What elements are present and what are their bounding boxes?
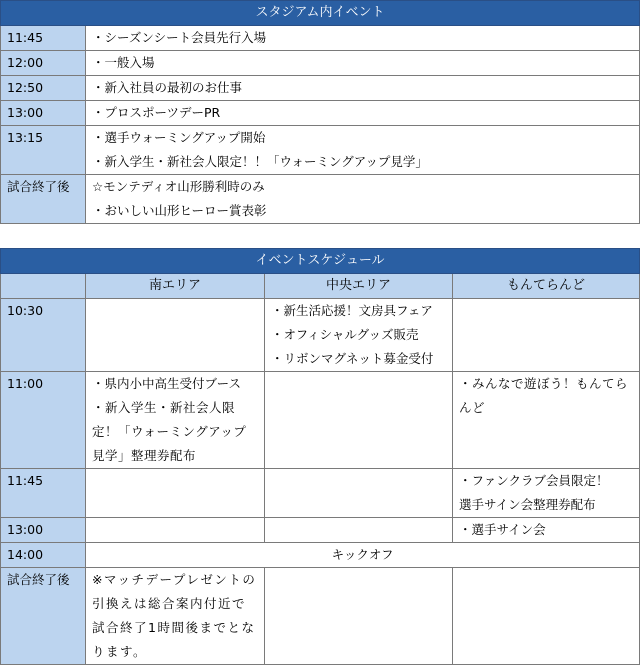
- event-item: ・県内小中高生受付ブース: [92, 376, 242, 391]
- time-cell: 11:45: [1, 469, 86, 518]
- time-cell: 14:00: [1, 543, 86, 568]
- time-cell: 10:30: [1, 299, 86, 372]
- time-cell: 12:00: [1, 51, 86, 76]
- time-cell: 試合終了後: [1, 568, 86, 665]
- monteland-cell: [453, 568, 640, 665]
- table-row: [1, 51, 640, 76]
- time-cell: 13:00: [1, 518, 86, 543]
- time-cell: 13:15: [1, 126, 86, 175]
- zone-header-central: 中央エリア: [265, 274, 453, 299]
- table-row: [1, 126, 640, 175]
- south-cell: [86, 299, 265, 372]
- table-row: [1, 76, 640, 101]
- event-cell: [86, 51, 640, 76]
- central-cell: [265, 568, 453, 665]
- time-cell: 11:45: [1, 26, 86, 51]
- monteland-cell: [453, 469, 640, 518]
- event-item: ・一般入場: [92, 55, 155, 70]
- event-item: ・選手ウォーミングアップ開始: [92, 130, 266, 145]
- event-item: ・リボンマグネット募金受付: [271, 351, 434, 366]
- table-row: [1, 518, 640, 543]
- stadium-events-table: [0, 0, 640, 224]
- time-cell: 試合終了後: [1, 175, 86, 224]
- central-cell: [265, 372, 453, 469]
- kickoff-cell: キックオフ: [86, 543, 640, 568]
- event-item: ・オフィシャルグッズ販売: [271, 327, 419, 342]
- time-cell: 12:50: [1, 76, 86, 101]
- south-cell: [86, 469, 265, 518]
- table-row: [1, 175, 640, 224]
- south-cell: [86, 568, 265, 665]
- event-item: ・ファンクラブ会員限定！: [459, 473, 609, 488]
- event-item: ・おいしい山形ヒーロー賞表彰: [92, 203, 267, 218]
- event-item: ・新入学生・新社会人限定！「ウォーミングアップ見学」整理券配布: [92, 400, 247, 463]
- event-cell: [86, 76, 640, 101]
- corner-cell: [1, 274, 86, 299]
- monteland-cell: [453, 518, 640, 543]
- table-row: [1, 26, 640, 51]
- zone-header-row: [1, 274, 640, 299]
- zone-header-south: 南エリア: [86, 274, 265, 299]
- table-row: [1, 469, 640, 518]
- table-row: [1, 299, 640, 372]
- event-item: ・新入学生・新社会人限定！！「ウォーミングアップ見学」: [92, 154, 428, 169]
- south-cell: [86, 372, 265, 469]
- monteland-cell: [453, 372, 640, 469]
- event-item: ☆モンテディオ山形勝利時のみ: [92, 179, 265, 194]
- south-cell: [86, 518, 265, 543]
- table-row: [1, 101, 640, 126]
- event-item: ※マッチデープレゼントの引換えは総合案内付近で試合終了1時間後までとなります。: [92, 572, 257, 659]
- event-schedule-title: イベントスケジュール: [1, 249, 640, 274]
- time-cell: 11:00: [1, 372, 86, 469]
- event-cell: [86, 26, 640, 51]
- table-row: [1, 372, 640, 469]
- event-item: ・シーズンシート会員先行入場: [92, 30, 267, 45]
- event-item: ・プロスポーツデーPR: [92, 105, 221, 120]
- event-item: ・みんなで遊ぼう！もんてらんど: [459, 376, 629, 415]
- event-item: ・選手サイン会: [459, 522, 546, 537]
- table-row: [1, 543, 640, 568]
- central-cell: [265, 299, 453, 372]
- monteland-cell: [453, 299, 640, 372]
- event-schedule-table: [0, 248, 640, 665]
- central-cell: [265, 518, 453, 543]
- stadium-events-title: スタジアム内イベント: [1, 1, 640, 26]
- event-cell: [86, 175, 640, 224]
- time-cell: 13:00: [1, 101, 86, 126]
- event-item: 選手サイン会整理券配布: [459, 497, 596, 512]
- event-item: ・新入社員の最初のお仕事: [92, 80, 243, 95]
- event-item: ・新生活応援！文房具フェア: [271, 303, 433, 318]
- event-cell: [86, 126, 640, 175]
- zone-header-monteland: もんてらんど: [453, 274, 640, 299]
- central-cell: [265, 469, 453, 518]
- table-row: [1, 568, 640, 665]
- event-cell: [86, 101, 640, 126]
